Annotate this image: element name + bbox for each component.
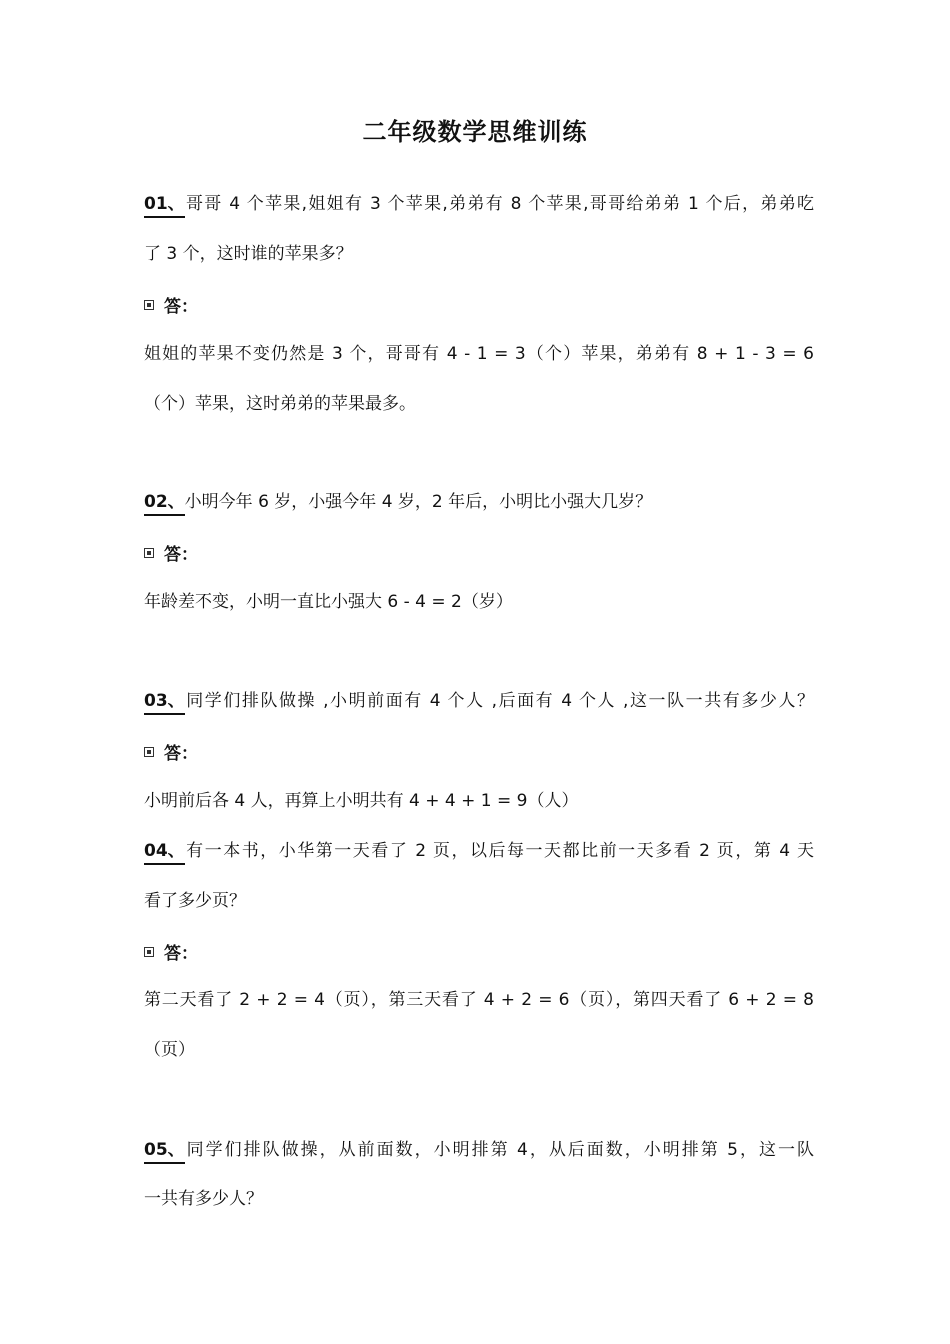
answer-02-line-1: 年龄差不变，小明一直比小强大 6 - 4 = 2（岁） — [144, 592, 513, 612]
question-03-line-1 — [144, 689, 814, 715]
answer-03-line-1: 小明前后各 4 人，再算上小明共有 4 + 4 + 1 = 9（人） — [144, 791, 579, 811]
question-01-line-2: 了 3 个，这时谁的苹果多？ — [144, 244, 353, 264]
answer-04-line-1: 第二天看了 2 + 2 = 4（页），第三天看了 4 + 2 = 6（页），第四天看了 6 + 2 = 8 — [144, 990, 814, 1010]
question-number: 04、 — [144, 840, 185, 865]
question-text: 哥哥 4 个苹果,姐姐有 3 个苹果,弟弟有 8 个苹果,哥哥给弟弟 1 个后，弟弟吃 — [184, 194, 814, 214]
question-text: 同学们排队做操，从前面数，小明排第 4，从后面数，小明排第 5，这一队 — [184, 1140, 814, 1160]
question-text: 有一本书，小华第一天看了 2 页，以后每一天都比前一天多看 2 页，第 4 天 — [184, 841, 814, 861]
square-bullet-icon — [144, 747, 154, 757]
square-bullet-icon — [144, 548, 154, 558]
answer-04-line-2: （页） — [144, 1040, 195, 1060]
square-bullet-icon — [144, 300, 154, 310]
question-number: 01、 — [144, 193, 185, 218]
question-number: 03、 — [144, 690, 185, 715]
question-02-line-1 — [144, 490, 814, 516]
question-05-line-2: 一共有多少人？ — [144, 1189, 263, 1209]
answer-01-line-1: 姐姐的苹果不变仍然是 3 个，哥哥有 4 - 1 = 3（个）苹果，弟弟有 8 + 1 - 3 = 6 — [144, 344, 814, 364]
answer-label-01: 答： — [144, 295, 198, 319]
answer-label-03: 答： — [144, 742, 198, 766]
answer-label-04: 答： — [144, 942, 198, 966]
question-text: 小明今年 6 岁，小强今年 4 岁，2 年后，小明比小强大几岁？ — [184, 492, 653, 512]
square-bullet-icon — [144, 947, 154, 957]
question-04-line-2: 看了多少页？ — [144, 891, 246, 911]
question-01-line-1 — [144, 192, 814, 218]
question-number: 02、 — [144, 491, 185, 516]
answer-01-line-2: （个）苹果，这时弟弟的苹果最多。 — [144, 394, 416, 414]
page-title: 二年级数学思维训练 — [362, 118, 588, 146]
question-04-line-1 — [144, 839, 814, 865]
question-number: 05、 — [144, 1139, 185, 1164]
answer-label-02: 答： — [144, 543, 198, 567]
question-05-line-1 — [144, 1138, 814, 1164]
question-text: 同学们排队做操 ,小明前面有 4 个人 ,后面有 4 个人 ,这一队一共有多少人？ — [184, 691, 814, 711]
